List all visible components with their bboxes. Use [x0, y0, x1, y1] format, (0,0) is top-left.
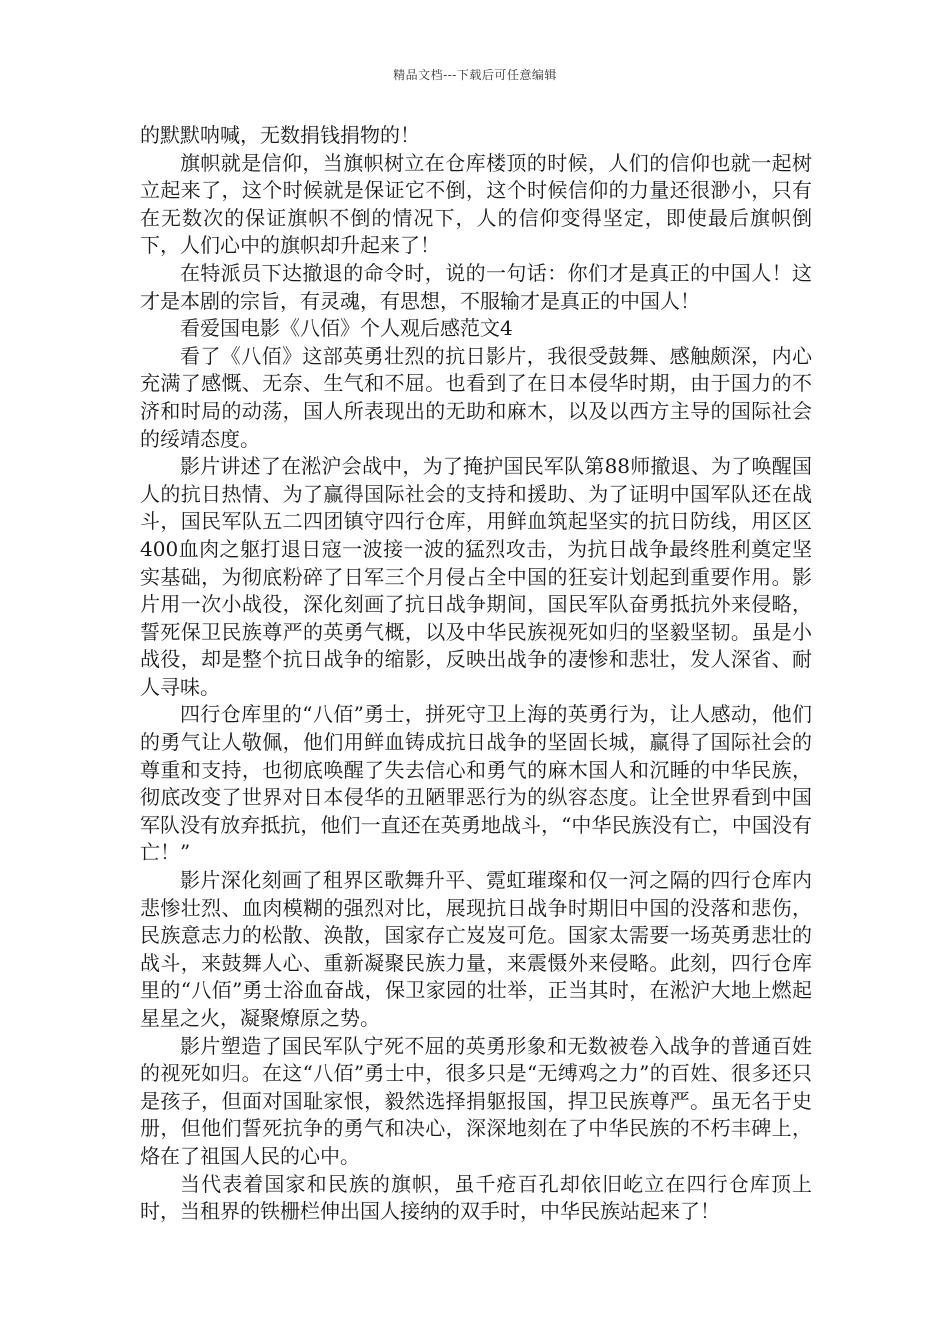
paragraph-continuation: 的默默呐喊，无数捐钱捐物的！: [140, 123, 420, 147]
page-header: 精品文档---下载后可任意编辑: [393, 68, 557, 82]
document-body: [140, 122, 812, 1226]
paragraph: 在特派员下达撤退的命令时，说的一句话：你们才是真正的中国人！这才是本剧的宗旨，有灵魂，有思想，不服输才是真正的中国人！: [140, 260, 812, 313]
paragraph: 旗帜就是信仰，当旗帜树立在仓库楼顶的时候，人们的信仰也就一起树立起来了，这个时候就是保证它不倒，这个时候信仰的力量还很渺小，只有在无数次的保证旗帜不倒的情况下，人的信仰变得坚定，即使最后旗帜倒下，人们心中的旗帜却升起来了！: [140, 150, 812, 258]
paragraph: 影片塑造了国民军队宁死不屈的英勇形象和无数被卷入战争的普通百姓的视死如归。在这“八佰”勇士中，很多只是“无缚鸡之力”的百姓、很多还只是孩子，但面对国耻家恨，毅然选择捐躯报国，捍卫民族尊严。虽无名于史册，但他们誓死抗争的勇气和决心，深深地刻在了中华民族的不朽丰碑上，烙在了祖国人民的心中。: [140, 1033, 812, 1168]
paragraph: 当代表着国家和民族的旗帜，虽千疮百孔却依旧屹立在四行仓库顶上时，当租界的铁栅栏伸出国人接纳的双手时，中华民族站起来了！: [140, 1171, 812, 1224]
paragraph: 四行仓库里的“八佰”勇士，拼死守卫上海的英勇行为，让人感动，他们的勇气让人敬佩，他们用鲜血铸成抗日战争的坚固长城，赢得了国际社会的尊重和支持，也彻底唤醒了失去信心和勇气的麻木国人和沉睡的中华民族，彻底改变了世界对日本侵华的丑陋罪恶行为的纵容态度。让全世界看到中国军队没有放弃抵抗，他们一直还在英勇地战斗，“中华民族没有亡，中国没有亡！”: [140, 702, 812, 865]
paragraph: 影片深化刻画了租界区歌舞升平、霓虹璀璨和仅一河之隔的四行仓库内悲惨壮烈、血肉模糊的强烈对比，展现抗日战争时期旧中国的没落和悲伤，民族意志力的松散、涣散，国家存亡岌岌可危。国家太需要一场英勇悲壮的战斗，来鼓舞人心、重新凝聚民族力量，来震慑外来侵略。此刻，四行仓库里的“八佰”勇士浴血奋战，保卫家园的壮举，正当其时，在淞沪大地上燃起星星之火，凝聚燎原之势。: [140, 868, 812, 1030]
paragraph: 看了《八佰》这部英勇壮烈的抗日影片，我很受鼓舞、感触颇深，内心充满了感慨、无奈、生气和不屈。也看到了在日本侵华时期，由于国力的不济和时局的动荡，国人所表现出的无助和麻木，以及以西方主导的国际社会的绥靖态度。: [140, 343, 812, 451]
section-heading: 看爱国电影《八佰》个人观后感范文4: [180, 316, 513, 341]
paragraph: 影片讲述了在淞沪会战中，为了掩护国民军队第88师撤退、为了唤醒国人的抗日热情、为了赢得国际社会的支持和援助、为了证明中国军队还在战斗，国民军队五二四团镇守四行仓库，用鲜血筑起坚实的抗日防线，用区区400血肉之躯打退日寇一波接一波的猛烈攻击，为抗日战争最终胜利奠定坚实基础，为彻底粉碎了日军三个月侵占全中国的狂妄计划起到重要作用。影片用一次小战役，深化刻画了抗日战争期间，国民军队奋勇抵抗外来侵略，誓死保卫民族尊严的英勇气概，以及中华民族视死如归的坚毅坚韧。虽是小战役，却是整个抗日战争的缩影，反映出战争的凄惨和悲壮，发人深省、耐人寻味。: [140, 454, 812, 699]
